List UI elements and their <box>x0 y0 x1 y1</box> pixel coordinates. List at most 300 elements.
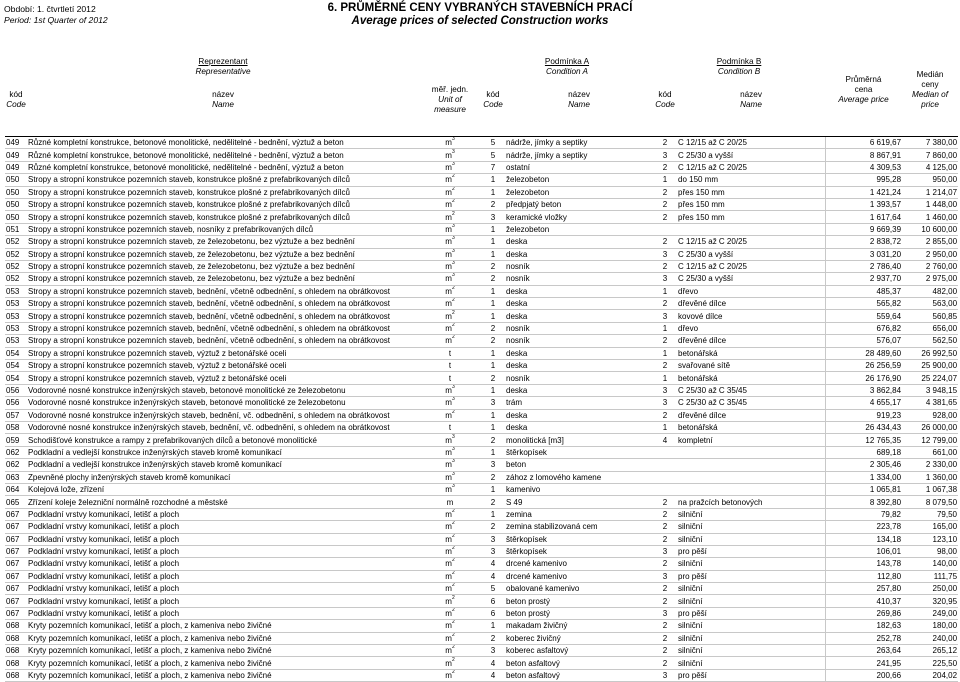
row-unit: $m^2$ <box>419 335 481 347</box>
row-code-a: 1 <box>481 298 505 310</box>
row-unit: $m^2$ <box>419 620 481 632</box>
row-name-a: drcené kamenivo <box>505 570 653 582</box>
row-code: 067 <box>5 545 27 557</box>
row-code: 053 <box>5 322 27 334</box>
row-median: 2 855,00 <box>902 236 958 248</box>
row-code: 067 <box>5 570 27 582</box>
row-unit: $m^3$ <box>419 459 481 471</box>
row-code-b <box>653 446 677 458</box>
row-name: Stropy a stropní konstrukce pozemních staveb, ze železobetonu, bez výztuže a bez bednění <box>27 248 419 260</box>
row-name: Podkladní vrstvy komunikací, letišť a ploch <box>27 545 419 557</box>
row-code-a: 2 <box>481 496 505 508</box>
row-code-b: 3 <box>653 669 677 681</box>
row-median: 180,00 <box>902 620 958 632</box>
row-name-b: kovové dílce <box>677 310 825 322</box>
row-name-b: silniční <box>677 657 825 669</box>
row-name: Stropy a stropní konstrukce pozemních staveb, výztuž z betonářské oceli <box>27 347 419 359</box>
row-name-b: pro pěší <box>677 669 825 681</box>
row-median: 26 000,00 <box>902 421 958 433</box>
row-name-b: silniční <box>677 533 825 545</box>
row-unit: $m^2$ <box>419 298 481 310</box>
header-representative-en: Representative <box>195 67 251 76</box>
row-name-a: nosník <box>505 273 653 285</box>
row-average-price: 995,28 <box>825 174 902 186</box>
row-name: Podkladní vrstvy komunikací, letišť a ploch <box>27 607 419 619</box>
row-name-a: deska <box>505 347 653 359</box>
row-code-a: 3 <box>481 211 505 223</box>
row-name-b <box>677 459 825 471</box>
row-code-b: 2 <box>653 236 677 248</box>
row-name-b: dřevo <box>677 285 825 297</box>
row-average-price: 200,66 <box>825 669 902 681</box>
row-name-a: nádrže, jímky a septiky <box>505 149 653 161</box>
table-row <box>5 211 958 223</box>
header-name: název Name <box>212 90 234 109</box>
row-code: 068 <box>5 645 27 657</box>
table-row <box>5 310 958 322</box>
row-name: Stropy a stropní konstrukce pozemních staveb, konstrukce plošné z prefabrikovaných dílců <box>27 198 419 210</box>
row-code-a: 2 <box>481 372 505 384</box>
row-name: Kryty pozemních komunikací, letišť a ploch, z kameniva nebo živičné <box>27 620 419 632</box>
row-average-price: 26 256,59 <box>825 360 902 372</box>
row-name-a: zemina stabilizovaná cem <box>505 521 653 533</box>
row-average-price: 223,78 <box>825 521 902 533</box>
row-name-a: monolitická [m3] <box>505 434 653 446</box>
row-code-a: 2 <box>481 632 505 644</box>
row-code: 067 <box>5 508 27 520</box>
row-name: Podkladní vrstvy komunikací, letišť a ploch <box>27 583 419 595</box>
row-code-b: 3 <box>653 273 677 285</box>
row-name-b: do 150 mm <box>677 174 825 186</box>
row-unit: $m^2$ <box>419 310 481 322</box>
row-code: 057 <box>5 409 27 421</box>
row-median: 1 067,38 <box>902 483 958 495</box>
row-unit: $m^3$ <box>419 273 481 285</box>
row-name-b: silniční <box>677 632 825 644</box>
row-average-price: 689,18 <box>825 446 902 458</box>
row-average-price: 79,82 <box>825 508 902 520</box>
row-name-b: silniční <box>677 595 825 607</box>
row-unit: $m^3$ <box>419 434 481 446</box>
row-unit: $m^2$ <box>419 657 481 669</box>
row-median: 562,50 <box>902 335 958 347</box>
row-average-price: 4 655,17 <box>825 397 902 409</box>
row-average-price: 559,64 <box>825 310 902 322</box>
row-name-a: zához z lomového kamene <box>505 471 653 483</box>
row-median: 3 948,15 <box>902 384 958 396</box>
row-code-a: 3 <box>481 533 505 545</box>
row-code-a: 1 <box>481 620 505 632</box>
row-median: 8 079,50 <box>902 496 958 508</box>
row-median: 482,00 <box>902 285 958 297</box>
row-name: Stropy a stropní konstrukce pozemních staveb, výztuž z betonářské oceli <box>27 372 419 384</box>
row-median: 250,00 <box>902 583 958 595</box>
row-code-a: 3 <box>481 545 505 557</box>
row-name: Podkladní a vedlejší konstrukce inženýrských staveb kromě komunikací <box>27 459 419 471</box>
row-average-price: 2 838,72 <box>825 236 902 248</box>
row-name-b: C 12/15 až C 20/25 <box>677 161 825 173</box>
row-code-b: 3 <box>653 545 677 557</box>
row-name-a: deska <box>505 298 653 310</box>
row-median: 25 224,07 <box>902 372 958 384</box>
row-code-b <box>653 223 677 235</box>
row-median: 12 799,00 <box>902 434 958 446</box>
row-name-a: nosník <box>505 372 653 384</box>
row-name-a: obalované kamenivo <box>505 583 653 595</box>
row-name: Podkladní vrstvy komunikací, letišť a ploch <box>27 595 419 607</box>
row-median: 656,00 <box>902 322 958 334</box>
header-code-b: kód Code <box>655 90 675 109</box>
row-name-b: na pražcích betonových <box>677 496 825 508</box>
row-code-b: 2 <box>653 583 677 595</box>
row-median: 2 975,00 <box>902 273 958 285</box>
row-average-price: 26 176,90 <box>825 372 902 384</box>
row-average-price: 4 309,53 <box>825 161 902 173</box>
row-name: Vodorovné nosné konstrukce inženýrských staveb, betonové monolitické ze železobetonu <box>27 384 419 396</box>
row-median: 249,00 <box>902 607 958 619</box>
row-name-b: silniční <box>677 558 825 570</box>
row-name-b <box>677 471 825 483</box>
row-name-b: C 12/15 až C 20/25 <box>677 137 825 149</box>
table-row <box>5 545 958 557</box>
row-name-a: deska <box>505 421 653 433</box>
row-name-a: deska <box>505 248 653 260</box>
row-code-a: 2 <box>481 322 505 334</box>
table-row <box>5 459 958 471</box>
table-row <box>5 632 958 644</box>
row-name: Stropy a stropní konstrukce pozemních staveb, ze železobetonu, bez výztuže a bez bednění <box>27 260 419 272</box>
row-code: 054 <box>5 360 27 372</box>
table-row <box>5 236 958 248</box>
row-code-b: 2 <box>653 521 677 533</box>
row-unit: t <box>419 347 481 359</box>
row-average-price: 8 392,80 <box>825 496 902 508</box>
row-name-b: C 25/30 až C 35/45 <box>677 397 825 409</box>
row-median: 560,85 <box>902 310 958 322</box>
row-unit: $m^3$ <box>419 161 481 173</box>
row-median: 320,95 <box>902 595 958 607</box>
row-median: 123,10 <box>902 533 958 545</box>
header-name-a: název Name <box>568 90 590 109</box>
row-name: Kryty pozemních komunikací, letišť a ploch, z kameniva nebo živičné <box>27 632 419 644</box>
table-row <box>5 161 958 173</box>
table-row <box>5 607 958 619</box>
row-average-price: 1 334,00 <box>825 471 902 483</box>
row-name-a: koberec živičný <box>505 632 653 644</box>
row-name-b: silniční <box>677 620 825 632</box>
header-representative: Reprezentant <box>198 57 248 66</box>
header-average-price: Průměrná cena Average price <box>838 75 889 104</box>
row-unit: $m^2$ <box>419 583 481 595</box>
row-name: Vodorovné nosné konstrukce inženýrských staveb, betonové monolitické ze železobetonu <box>27 397 419 409</box>
row-code-b: 2 <box>653 298 677 310</box>
row-median: 2 760,00 <box>902 260 958 272</box>
row-median: 661,00 <box>902 446 958 458</box>
row-code-a: 4 <box>481 570 505 582</box>
row-name-b: C 25/30 a vyšší <box>677 149 825 161</box>
row-name-b: pro pěší <box>677 570 825 582</box>
row-name: Podkladní vrstvy komunikací, letišť a ploch <box>27 533 419 545</box>
row-name-a: zemina <box>505 508 653 520</box>
row-average-price: 576,07 <box>825 335 902 347</box>
row-average-price: 26 434,43 <box>825 421 902 433</box>
row-unit: $m^3$ <box>419 260 481 272</box>
table-row <box>5 496 958 508</box>
period-cz: Období: 1. čtvrtletí 2012 <box>4 4 96 14</box>
table-row <box>5 360 958 372</box>
row-name-b: přes 150 mm <box>677 186 825 198</box>
row-median: 79,50 <box>902 508 958 520</box>
row-code: 067 <box>5 521 27 533</box>
row-average-price: 263,64 <box>825 645 902 657</box>
row-name-b: dřevěné dílce <box>677 335 825 347</box>
table-row <box>5 620 958 632</box>
row-code-a: 7 <box>481 161 505 173</box>
row-code: 067 <box>5 558 27 570</box>
row-code: 056 <box>5 384 27 396</box>
row-name-a: kamenivo <box>505 483 653 495</box>
row-unit: $m^2$ <box>419 595 481 607</box>
table-row <box>5 260 958 272</box>
row-code-b: 3 <box>653 310 677 322</box>
row-code: 053 <box>5 285 27 297</box>
row-name-b <box>677 223 825 235</box>
row-code-a: 2 <box>481 335 505 347</box>
row-name: Stropy a stropní konstrukce pozemních staveb, bednění, včetně odbednění, s ohledem na obrátkovost <box>27 335 419 347</box>
title-cz: 6. PRŮMĚRNÉ CENY VYBRANÝCH STAVEBNÍCH PRACÍ <box>327 2 633 14</box>
table-row <box>5 434 958 446</box>
row-median: 111,75 <box>902 570 958 582</box>
row-name-a: deska <box>505 310 653 322</box>
header-condition-a: Podmínka A <box>544 57 590 66</box>
row-average-price: 410,37 <box>825 595 902 607</box>
row-unit: $m^2$ <box>419 558 481 570</box>
row-name: Stropy a stropní konstrukce pozemních staveb, konstrukce plošné z prefabrikovaných dílců <box>27 211 419 223</box>
header-condition-b: Podmínka B <box>716 57 762 66</box>
row-average-price: 252,78 <box>825 632 902 644</box>
row-code: 049 <box>5 149 27 161</box>
row-name-b: C 12/15 až C 20/25 <box>677 236 825 248</box>
row-median: 950,00 <box>902 174 958 186</box>
row-unit: $m^3$ <box>419 384 481 396</box>
row-code: 049 <box>5 161 27 173</box>
table-header <box>5 57 958 137</box>
row-code-b: 1 <box>653 347 677 359</box>
row-code-b: 1 <box>653 322 677 334</box>
row-code-a: 1 <box>481 223 505 235</box>
row-median: 265,12 <box>902 645 958 657</box>
row-code-a: 1 <box>481 508 505 520</box>
row-average-price: 112,80 <box>825 570 902 582</box>
row-median: 26 992,50 <box>902 347 958 359</box>
row-average-price: 8 867,91 <box>825 149 902 161</box>
row-name: Stropy a stropní konstrukce pozemních staveb, ze železobetonu, bez výztuže a bez bednění <box>27 236 419 248</box>
row-code: 068 <box>5 657 27 669</box>
row-code: 064 <box>5 483 27 495</box>
row-name-a: předpjatý beton <box>505 198 653 210</box>
table-row <box>5 285 958 297</box>
row-code-b: 2 <box>653 161 677 173</box>
row-name: Stropy a stropní konstrukce pozemních staveb, konstrukce plošné z prefabrikovaných dílců <box>27 186 419 198</box>
row-name-b: dřevěné dílce <box>677 298 825 310</box>
row-code-b: 3 <box>653 607 677 619</box>
row-code: 053 <box>5 298 27 310</box>
table-row <box>5 570 958 582</box>
row-name-b: přes 150 mm <box>677 211 825 223</box>
table-row <box>5 137 958 149</box>
row-code-a: 1 <box>481 285 505 297</box>
table-row <box>5 149 958 161</box>
row-name-b: betonářská <box>677 347 825 359</box>
row-median: 1 360,00 <box>902 471 958 483</box>
row-code-a: 3 <box>481 459 505 471</box>
table-body <box>5 137 958 682</box>
table-row <box>5 174 958 186</box>
row-name-b: silniční <box>677 508 825 520</box>
row-code: 068 <box>5 632 27 644</box>
row-average-price: 485,37 <box>825 285 902 297</box>
row-name-b: svařované sítě <box>677 360 825 372</box>
row-average-price: 919,23 <box>825 409 902 421</box>
row-unit: $m^3$ <box>419 223 481 235</box>
table-row <box>5 533 958 545</box>
row-average-price: 1 065,81 <box>825 483 902 495</box>
row-code-b: 2 <box>653 198 677 210</box>
row-name-b: kompletní <box>677 434 825 446</box>
row-median: 140,00 <box>902 558 958 570</box>
row-median: 2 330,00 <box>902 459 958 471</box>
row-unit: $m^2$ <box>419 211 481 223</box>
table-row <box>5 645 958 657</box>
row-unit: $m^3$ <box>419 446 481 458</box>
row-unit: $m^2$ <box>419 645 481 657</box>
row-median: 7 860,00 <box>902 149 958 161</box>
row-name-b: dřevo <box>677 322 825 334</box>
row-average-price: 182,63 <box>825 620 902 632</box>
row-name-b: přes 150 mm <box>677 198 825 210</box>
table-row <box>5 248 958 260</box>
table-row <box>5 273 958 285</box>
table-row <box>5 372 958 384</box>
row-code: 067 <box>5 607 27 619</box>
row-code: 052 <box>5 236 27 248</box>
row-name-a: štěrkopísek <box>505 533 653 545</box>
header-condition-a-en: Condition A <box>545 67 589 76</box>
row-code: 050 <box>5 174 27 186</box>
page-title <box>0 2 960 28</box>
table-row <box>5 583 958 595</box>
row-unit: $m^3$ <box>419 236 481 248</box>
row-name-b: pro pěší <box>677 607 825 619</box>
row-code-b: 1 <box>653 421 677 433</box>
table-row <box>5 409 958 421</box>
row-name: Stropy a stropní konstrukce pozemních staveb, konstrukce plošné z prefabrikovaných dílců <box>27 174 419 186</box>
row-code-b: 2 <box>653 620 677 632</box>
row-code: 065 <box>5 496 27 508</box>
row-average-price: 1 421,24 <box>825 186 902 198</box>
table-row <box>5 446 958 458</box>
row-code-a: 3 <box>481 645 505 657</box>
row-average-price: 2 937,70 <box>825 273 902 285</box>
row-name-a: beton prostý <box>505 595 653 607</box>
row-average-price: 1 617,64 <box>825 211 902 223</box>
row-name-a: železobeton <box>505 174 653 186</box>
table-row <box>5 669 958 681</box>
row-code-a: 3 <box>481 397 505 409</box>
row-name-b: betonářská <box>677 421 825 433</box>
row-code-b: 2 <box>653 186 677 198</box>
row-average-price: 269,86 <box>825 607 902 619</box>
table-row <box>5 397 958 409</box>
row-code-a: 6 <box>481 595 505 607</box>
row-name-b: silniční <box>677 521 825 533</box>
table-row <box>5 335 958 347</box>
row-name-b: C 12/15 až C 20/25 <box>677 260 825 272</box>
table-row <box>5 595 958 607</box>
row-name-a: deska <box>505 409 653 421</box>
row-median: 928,00 <box>902 409 958 421</box>
row-name: Vodorovné nosné konstrukce inženýrských staveb, bednění, vč. odbednění, s ohledem na obrátkovost <box>27 421 419 433</box>
row-name-a: nosník <box>505 260 653 272</box>
row-code: 068 <box>5 620 27 632</box>
row-unit: t <box>419 421 481 433</box>
row-name: Vodorovné nosné konstrukce inženýrských staveb, bednění, vč. odbednění, s ohledem na obrátkovost <box>27 409 419 421</box>
row-median: 240,00 <box>902 632 958 644</box>
row-code-a: 1 <box>481 236 505 248</box>
row-name-a: nádrže, jímky a septiky <box>505 137 653 149</box>
row-average-price: 1 393,57 <box>825 198 902 210</box>
row-code-b: 1 <box>653 285 677 297</box>
row-name-a: štěrkopísek <box>505 545 653 557</box>
row-unit: t <box>419 372 481 384</box>
row-name-b: C 25/30 až C 35/45 <box>677 384 825 396</box>
row-average-price: 2 305,46 <box>825 459 902 471</box>
row-code-b: 2 <box>653 496 677 508</box>
row-name: Podkladní vrstvy komunikací, letišť a ploch <box>27 521 419 533</box>
row-average-price: 6 619,67 <box>825 137 902 149</box>
row-code: 067 <box>5 595 27 607</box>
row-code: 062 <box>5 446 27 458</box>
header-code-a: kód Code <box>483 90 503 109</box>
header-condition-b-en: Condition B <box>717 67 761 76</box>
header-unit: měř. jedn. Unit of measure <box>431 85 469 114</box>
row-average-price: 2 786,40 <box>825 260 902 272</box>
row-median: 98,00 <box>902 545 958 557</box>
row-code: 054 <box>5 347 27 359</box>
row-code: 053 <box>5 310 27 322</box>
row-unit: $m^2$ <box>419 322 481 334</box>
row-median: 25 900,00 <box>902 360 958 372</box>
row-average-price: 241,95 <box>825 657 902 669</box>
row-name-b: silniční <box>677 583 825 595</box>
row-code: 053 <box>5 335 27 347</box>
row-code-b: 2 <box>653 508 677 520</box>
table-row <box>5 322 958 334</box>
table-row <box>5 558 958 570</box>
row-median: 165,00 <box>902 521 958 533</box>
period-en: Period: 1st Quarter of 2012 <box>4 15 108 25</box>
row-unit: $m^2$ <box>419 508 481 520</box>
row-code: 052 <box>5 260 27 272</box>
row-name-a: štěrkopísek <box>505 446 653 458</box>
row-code-b: 3 <box>653 570 677 582</box>
row-code-a: 5 <box>481 149 505 161</box>
row-average-price: 257,80 <box>825 583 902 595</box>
row-name: Stropy a stropní konstrukce pozemních staveb, bednění, včetně odbednění, s ohledem na obrátkovost <box>27 285 419 297</box>
row-code: 050 <box>5 211 27 223</box>
row-name-a: koberec asfaltový <box>505 645 653 657</box>
row-median: 4 125,00 <box>902 161 958 173</box>
